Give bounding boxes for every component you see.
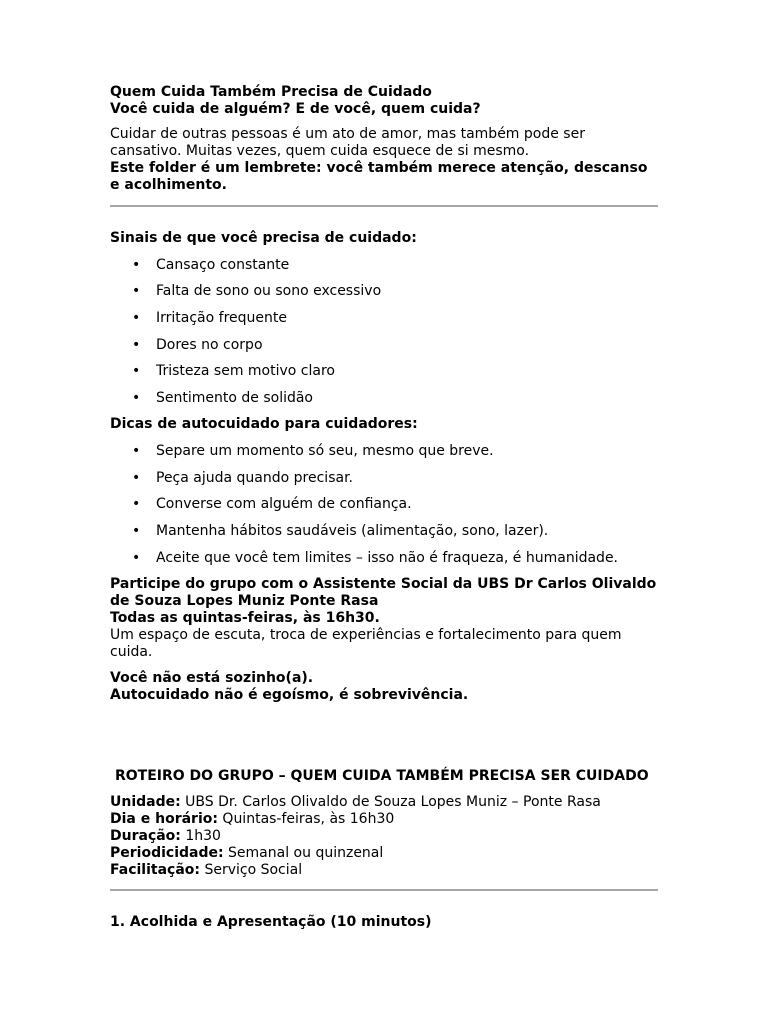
section-heading: 1. Acolhida e Apresentação (10 minutos) bbox=[110, 913, 432, 930]
list-item-text: Mantenha hábitos saudáveis (alimentação, sono, lazer). bbox=[156, 522, 549, 539]
roteiro-fields bbox=[110, 794, 658, 879]
list-item bbox=[110, 257, 658, 274]
signs-heading: Sinais de que você precisa de cuidado: bbox=[110, 230, 417, 246]
list-item-text: Separe um momento só seu, mesmo que breve. bbox=[156, 442, 494, 459]
roteiro-title: ROTEIRO DO GRUPO – QUEM CUIDA TAMBÉM PRECISA SER CUIDADO bbox=[115, 767, 649, 784]
field-label: Periodicidade: bbox=[110, 844, 224, 861]
closing-line: Você não está sozinho(a). bbox=[110, 669, 314, 686]
list-item-text: Converse com alguém de confiança. bbox=[156, 496, 412, 513]
field-row bbox=[110, 828, 658, 845]
list-item-text: Tristeza sem motivo claro bbox=[156, 363, 335, 380]
list-item bbox=[110, 496, 658, 513]
intro-highlight: Este folder é um lembrete: você também merece atenção, descanso e acolhimento. bbox=[110, 160, 648, 193]
field-row bbox=[110, 845, 658, 862]
document-page bbox=[110, 84, 658, 931]
field-row bbox=[110, 811, 658, 828]
closing-line: Autocuidado não é egoísmo, é sobrevivência. bbox=[110, 686, 469, 703]
field-value: Serviço Social bbox=[200, 861, 303, 878]
bullet-icon: • bbox=[132, 549, 141, 566]
field-label: Duração: bbox=[110, 827, 181, 844]
bullet-icon: • bbox=[132, 283, 141, 300]
field-label: Unidade: bbox=[110, 793, 181, 810]
invitation-text: Participe do grupo com o Assistente Social da UBS Dr Carlos Olivaldo de Souza Lopes Muniz Ponte Rasa bbox=[110, 575, 657, 609]
field-value: Semanal ou quinzenal bbox=[223, 844, 384, 861]
invitation-schedule: Todas as quintas-feiras, às 16h30. bbox=[110, 609, 380, 626]
tips-list bbox=[110, 443, 658, 567]
bullet-icon: • bbox=[132, 469, 141, 486]
bullet-icon: • bbox=[132, 522, 141, 539]
list-item-text: Sentimento de solidão bbox=[156, 390, 314, 407]
divider bbox=[110, 889, 658, 891]
list-item bbox=[110, 363, 658, 380]
closing-message bbox=[110, 670, 658, 704]
list-item-text: Peça ajuda quando precisar. bbox=[156, 469, 353, 486]
document-title: Quem Cuida Também Precisa de Cuidado bbox=[110, 84, 432, 100]
bullet-icon: • bbox=[132, 363, 141, 380]
field-label: Dia e horário: bbox=[110, 810, 218, 827]
bullet-icon: • bbox=[132, 336, 141, 353]
field-row bbox=[110, 794, 658, 811]
list-item-text: Cansaço constante bbox=[156, 256, 290, 273]
bullet-icon: • bbox=[132, 256, 141, 273]
field-value: 1h30 bbox=[180, 827, 221, 844]
document-subtitle: Você cuida de alguém? E de você, quem cuida? bbox=[110, 101, 481, 117]
bullet-icon: • bbox=[132, 496, 141, 513]
list-item-text: Aceite que você tem limites – isso não é fraqueza, é humanidade. bbox=[156, 549, 619, 566]
list-item bbox=[110, 550, 658, 567]
tips-heading: Dicas de autocuidado para cuidadores: bbox=[110, 416, 418, 433]
list-item bbox=[110, 523, 658, 540]
list-item-text: Irritação frequente bbox=[156, 310, 287, 327]
list-item bbox=[110, 310, 658, 327]
intro-paragraph: Cuidar de outras pessoas é um ato de amor, mas também pode ser cansativo. Muitas vezes, quem cuida esquece de si mesmo. bbox=[110, 126, 585, 159]
list-item bbox=[110, 470, 658, 487]
bullet-icon: • bbox=[132, 310, 141, 327]
list-item bbox=[110, 337, 658, 354]
field-label: Facilitação: bbox=[110, 861, 200, 878]
signs-list bbox=[110, 257, 658, 407]
list-item bbox=[110, 283, 658, 300]
invitation-description: Um espaço de escuta, troca de experiências e fortalecimento para quem cuida. bbox=[110, 626, 622, 660]
field-value: Quintas-feiras, às 16h30 bbox=[217, 810, 395, 827]
list-item bbox=[110, 443, 658, 460]
bullet-icon: • bbox=[132, 442, 141, 459]
field-row bbox=[110, 862, 658, 879]
list-item bbox=[110, 390, 658, 407]
field-value: UBS Dr. Carlos Olivaldo de Souza Lopes Muniz – Ponte Rasa bbox=[180, 793, 601, 810]
divider bbox=[110, 205, 658, 207]
bullet-icon: • bbox=[132, 390, 141, 407]
list-item-text: Falta de sono ou sono excessivo bbox=[156, 283, 382, 300]
list-item-text: Dores no corpo bbox=[156, 336, 263, 353]
group-invitation bbox=[110, 576, 658, 661]
